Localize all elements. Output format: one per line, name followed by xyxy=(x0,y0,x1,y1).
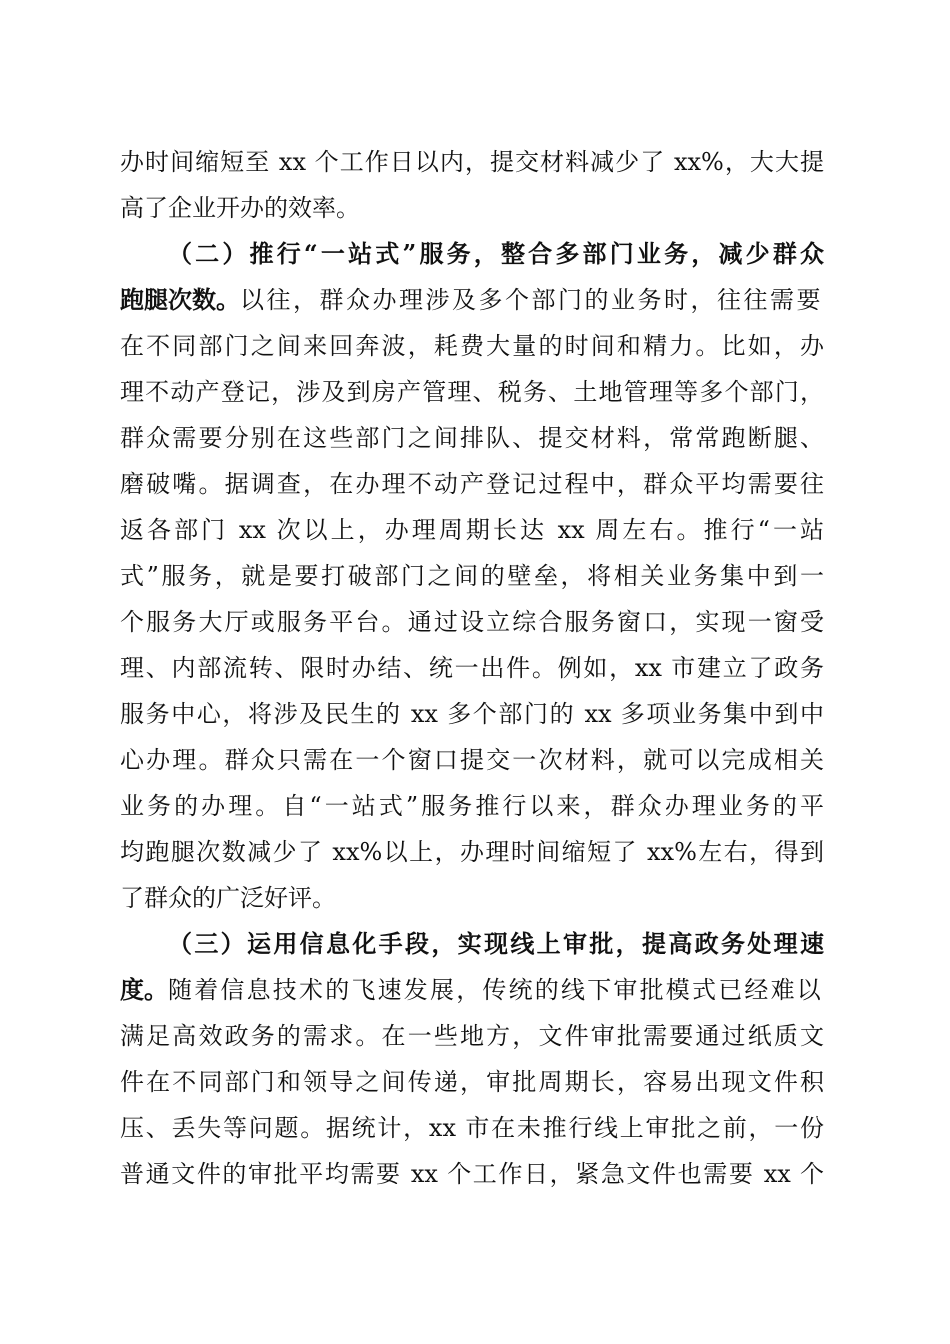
body-text: 随着信息技术的飞速发展，传统的线下审批模式已经难以 xyxy=(168,976,823,1004)
section-heading-line: （二）推行“一站式”服务，整合多部门业务，减少群众 xyxy=(168,239,824,268)
body-line: 满足高效政务的需求。在一些地方，文件审批需要通过纸质文 xyxy=(120,1022,824,1050)
body-line: 理不动产登记，涉及到房产管理、税务、土地管理等多个部门， xyxy=(120,378,824,406)
body-line: 理、内部流转、限时办结、统一出件。例如，xx 市建立了政务 xyxy=(120,654,824,682)
body-line: 高了企业开办的效率。 xyxy=(120,194,360,222)
body-line: 均跑腿次数减少了 xx%以上，办理时间缩短了 xx%左右，得到 xyxy=(120,838,824,866)
body-line: 业务的办理。自“一站式”服务推行以来，群众办理业务的平 xyxy=(120,792,824,820)
body-line: 压、丢失等问题。据统计，xx 市在未推行线上审批之前，一份 xyxy=(120,1114,824,1142)
body-line: 服务中心，将涉及民生的 xx 多个部门的 xx 多项业务集中到中 xyxy=(120,700,824,728)
body-line: 件在不同部门和领导之间传递，审批周期长，容易出现文件积 xyxy=(120,1068,824,1096)
body-line: 在不同部门之间来回奔波，耗费大量的时间和精力。比如，办 xyxy=(120,332,824,360)
body-line: 返各部门 xx 次以上，办理周期长达 xx 周左右。推行“一站 xyxy=(120,516,824,544)
body-line: 个服务大厅或服务平台。通过设立综合服务窗口，实现一窗受 xyxy=(120,608,824,636)
body-line: 普通文件的审批平均需要 xx 个工作日，紧急文件也需要 xx 个 xyxy=(120,1160,824,1188)
section-heading-line: （三）运用信息化手段，实现线上审批，提高政务处理速 xyxy=(168,929,824,958)
body-line: 心办理。群众只需在一个窗口提交一次材料，就可以完成相关 xyxy=(120,746,824,774)
body-line: 办时间缩短至 xx 个工作日以内，提交材料减少了 xx%，大大提 xyxy=(120,148,824,176)
body-line: 式”服务，就是要打破部门之间的壁垒，将相关业务集中到一 xyxy=(120,562,824,590)
body-line: 磨破嘴。据调查，在办理不动产登记过程中，群众平均需要往 xyxy=(120,470,824,498)
section-heading-tail: 跑腿次数。 xyxy=(120,285,240,314)
section-heading-continuation xyxy=(120,970,823,1010)
body-line: 群众需要分别在这些部门之间排队、提交材料，常常跑断腿、 xyxy=(120,424,824,452)
body-line: 了群众的广泛好评。 xyxy=(120,884,336,912)
body-text: 以往，群众办理涉及多个部门的业务时，往往需要 xyxy=(240,286,823,314)
section-heading-continuation xyxy=(120,280,823,320)
section-heading-tail: 度。 xyxy=(120,975,168,1004)
